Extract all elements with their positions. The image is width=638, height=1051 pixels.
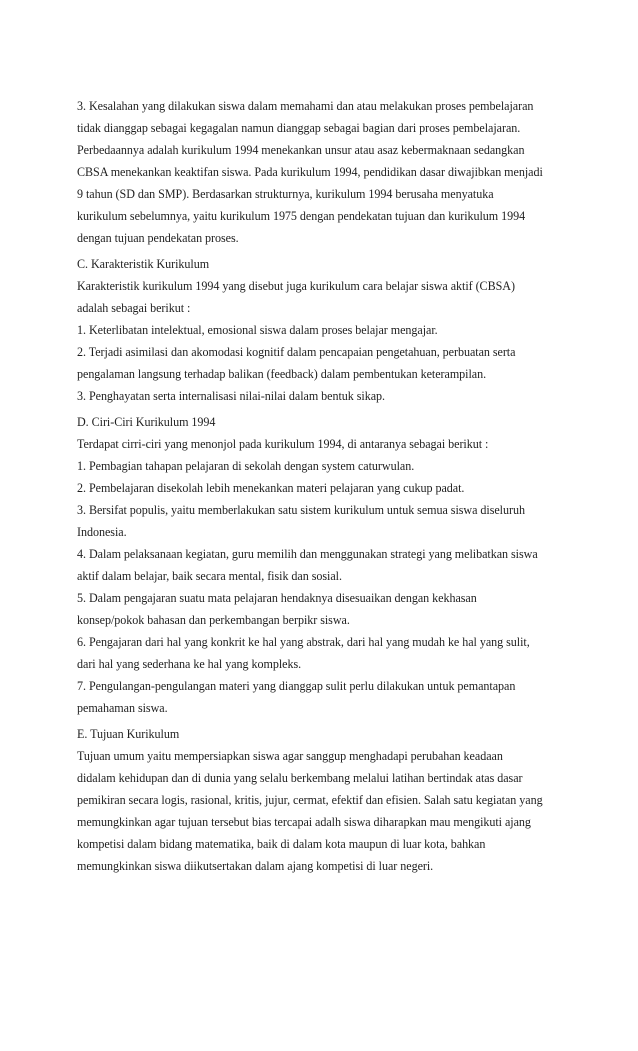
text-line: Karakteristik kurikulum 1994 yang disebut juga kurikulum cara belajar siswa aktif (CBSA) <box>77 279 515 293</box>
text-line: 3. Bersifat populis, yaitu memberlakukan satu sistem kurikulum untuk semua siswa diseluruh <box>77 503 525 517</box>
text-line: 1. Pembagian tahapan pelajaran di sekolah dengan system caturwulan. <box>77 459 415 473</box>
section-e <box>77 723 598 877</box>
text-line: 2. Pembelajaran disekolah lebih menekankan materi pelajaran yang cukup padat. <box>77 481 465 495</box>
text-line: adalah sebagai berikut : <box>77 301 191 315</box>
text-line: Indonesia. <box>77 525 127 539</box>
text-line: dari hal yang sederhana ke hal yang kompleks. <box>77 657 302 671</box>
section-c <box>77 253 598 407</box>
section-d <box>77 411 598 719</box>
text-line: Terdapat cirri-ciri yang menonjol pada kurikulum 1994, di antaranya sebagai berikut : <box>77 437 489 451</box>
paragraph-intro <box>77 95 598 249</box>
text-line: pemahaman siswa. <box>77 701 168 715</box>
text-line: 7. Pengulangan-pengulangan materi yang dianggap sulit perlu dilakukan untuk pemantapan <box>77 679 516 693</box>
text-line: memungkinkan siswa diikutsertakan dalam ajang kompetisi di luar negeri. <box>77 859 434 873</box>
text-line: konsep/pokok bahasan dan perkembangan berpikr siswa. <box>77 613 350 627</box>
text-line: Perbedaannya adalah kurikulum 1994 menekankan unsur atau asaz kebermaknaan sedangkan <box>77 143 525 157</box>
text-line: CBSA menekankan keaktifan siswa. Pada kurikulum 1994, pendidikan dasar diwajibkan menjadi <box>77 165 543 179</box>
text-line: 5. Dalam pengajaran suatu mata pelajaran hendaknya disesuaikan dengan kekhasan <box>77 591 477 605</box>
text-line: 6. Pengajaran dari hal yang konkrit ke hal yang abstrak, dari hal yang mudah ke hal yang sulit, <box>77 635 530 649</box>
text-line: dengan tujuan pendekatan proses. <box>77 231 239 245</box>
section-heading: D. Ciri-Ciri Kurikulum 1994 <box>77 415 216 429</box>
text-line: 9 tahun (SD dan SMP). Berdasarkan strukturnya, kurikulum 1994 berusaha menyatuka <box>77 187 494 201</box>
text-line: 3. Kesalahan yang dilakukan siswa dalam memahami dan atau melakukan proses pembelajaran <box>77 99 534 113</box>
text-line: 1. Keterlibatan intelektual, emosional siswa dalam proses belajar mengajar. <box>77 323 438 337</box>
text-line: didalam kehidupan dan di dunia yang selalu berkembang melalui latihan bertindak atas dasar <box>77 771 523 785</box>
section-heading: C. Karakteristik Kurikulum <box>77 257 210 271</box>
text-line: pengalaman langsung terhadap balikan (feedback) dalam pembentukan keterampilan. <box>77 367 487 381</box>
text-line: tidak dianggap sebagai kegagalan namun dianggap sebagai bagian dari proses pembelajaran. <box>77 121 521 135</box>
text-line: 4. Dalam pelaksanaan kegiatan, guru memilih dan menggunakan strategi yang melibatkan siswa <box>77 547 538 561</box>
text-line: pemikiran secara logis, rasional, kritis, jujur, cermat, efektif dan efisien. Salah satu kegiatan yang <box>77 793 543 807</box>
text-line: aktif dalam belajar, baik secara mental, fisik dan sosial. <box>77 569 342 583</box>
section-heading: E. Tujuan Kurikulum <box>77 727 180 741</box>
text-line: kompetisi dalam bidang matematika, baik di dalam kota maupun di luar kota, bahkan <box>77 837 486 851</box>
text-line: 3. Penghayatan serta internalisasi nilai-nilai dalam bentuk sikap. <box>77 389 386 403</box>
text-line: kurikulum sebelumnya, yaitu kurikulum 1975 dengan pendekatan tujuan dan kurikulum 1994 <box>77 209 526 223</box>
text-line: Tujuan umum yaitu mempersiapkan siswa agar sanggup menghadapi perubahan keadaan <box>77 749 503 763</box>
text-line: 2. Terjadi asimilasi dan akomodasi kognitif dalam pencapaian pengetahuan, perbuatan serta <box>77 345 516 359</box>
text-line: memungkinkan agar tujuan tersebut bias tercapai adalh siswa diharapkan mau mengikuti ajang <box>77 815 531 829</box>
